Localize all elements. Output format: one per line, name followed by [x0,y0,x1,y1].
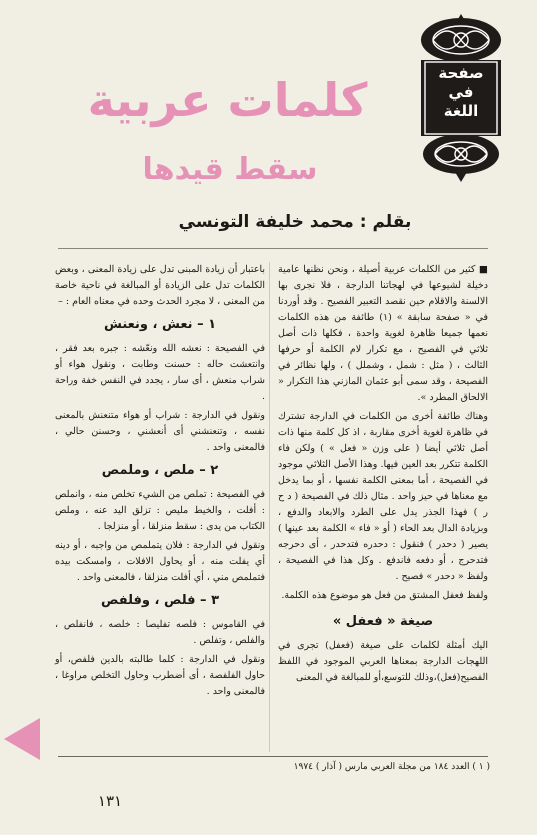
article-byline: بقلم : محمد خليفة التونسي [178,212,412,232]
paragraph: ■ كثير من الكلمات عربية أصيلة ، ونحن نظنها عامية دخيلة لشيوعها في لهجاتنا الدارجة ، فلا نجرى بها الالسنة والاقلام حين نقصد التعبير الفصيح . وقد أوردنا في « صفحة سابقة » (١) طائفة من هذه الكلمات نعمها جميعا ظاهرة لغوية واحدة ، فكلها ذات أصل ثلاثي في الفصيح ، مع تكرار لام الكلمة أو حرفها الثالث ، ( مثل : شمل ، وشملل ) ، ولها نظائر في الفصيحة ، وقد سمى أبو عثمان المازني هذا التكرار « الالحاق المطرد ». [278,264,488,403]
badge-line: في [448,83,474,101]
footnote-divider [58,756,488,757]
arrow-left-icon [2,716,42,762]
paragraph: في القاموس : فلصه تفليصا : خلصه ، فانفلص ، والفلص ، وتفلص . [55,619,265,646]
footnote: ( ١ ) العدد ١٨٤ من مجلة العربي مارس ( آذار ) ١٩٧٤ [293,762,490,772]
title-divider [58,248,488,249]
article-subtitle: سقط قيدها [142,152,318,187]
article-title: كلمات عربية [87,73,368,127]
paragraph: وهناك طائفة أخرى من الكلمات في الدارجة تشترك في ظاهرة لغوية أخرى مقاربة ، اذ كل كلمة منها ذات أصل ثلاثي أيضا ( على وزن « فعل » ) ولكن فاء الكلمة تتكرر بعد العين فيها. وهذا الأصل الثلاثي موجود في الفصيحة ، أما بمعنى الكلمة نفسها ، أو بما يدخل مع معناها في حيز واحد . مثال ذلك في الفصيحة ( د ح ر ) فهذا الجذر يدل على الطرد والابعاد والدفع ، وبزيادة الدال بعد الحاء ( أو « فاء » الكلمة بعد عينها ) يصير ( دحدر ) فنقول : دحدره فتدحدر ، أى دحرجه فتدحرج ، أو دفعه فاندفع . وكل هذا في الفصيحة ، ولفظ « دحدر » فصيح . [278,411,488,582]
right-column [278,262,488,689]
paragraph: باعتبار أن زيادة المبنى تدل على زيادة المعنى ، وبعض الكلمات تدل على الزيادة أو المبالغة في ناحية خاصة من المعنى ، لا مجرد الحدث وحده في معناه العام : – [55,264,265,307]
section-heading: صيغة « فعفل » [332,614,434,629]
badge-line: صفحة [438,64,484,82]
section-heading: ٣ – فلص ، وفلفص [100,593,220,608]
column-divider [269,262,270,752]
paragraph: في الفصيحة : تملص من الشيء تخلص منه ، وانملص : أفلت ، والخيط مليص : تزلق اليد عنه ، وملص الكتاب من يدى : سقط منزلقا ، أو منزلجا . [55,489,265,532]
page-number: ١٣١ [97,792,123,810]
left-column [55,262,265,703]
section-heading: ٢ – ملص ، وملمص [101,463,219,478]
badge-text [413,64,509,121]
paragraph: اليك أمثلة لكلمات على صيغة (فعفل) تجرى في اللهجات الدارجة بمعناها العربي الموجود في اللفظ الفصيح(فعل)،وذلك للتوسع،أو للمبالغة في المعنى [278,640,488,683]
paragraph: ونقول في الدارجة : شراب أو هواء متنعنش بالمعنى نفسه ، وتنعنشني أى أنعشني ، وحسنن حالي ، فالمعنى واحد . [55,410,265,453]
paragraph: ونقول في الدارجة : كلما طالبته بالدين فلفص، أو حاول الفلفصة ، أى أضطرب وحاول التخلص مراوغا ، فالمعنى واحد . [55,654,265,697]
section-heading: ١ – نعش ، ونعنش [103,317,217,332]
paragraph: ونقول في الدارجة : فلان يتملمص من واجبه ، أو دينه أي يفلت منه ، أو يحاول الافلات ، وامسكت بيده فتملمص مني ، أي أفلت منزلقا ، فالمعنى واحد . [55,540,265,583]
paragraph: في الفصيحة : نعشه الله ونعّشه : جبره بعد فقر ، وانتعشت حاله : حسنت وطابت ، ونقول هواء أو شراب منعش ، أى سار ، يجدد في النفس خفة وراحة . [55,343,265,402]
paragraph: ولفظ فعفل المشتق من فعل هو موضوع هذه الكلمة. [281,590,488,601]
badge-line: اللغة [443,102,479,120]
section-badge [413,12,509,184]
